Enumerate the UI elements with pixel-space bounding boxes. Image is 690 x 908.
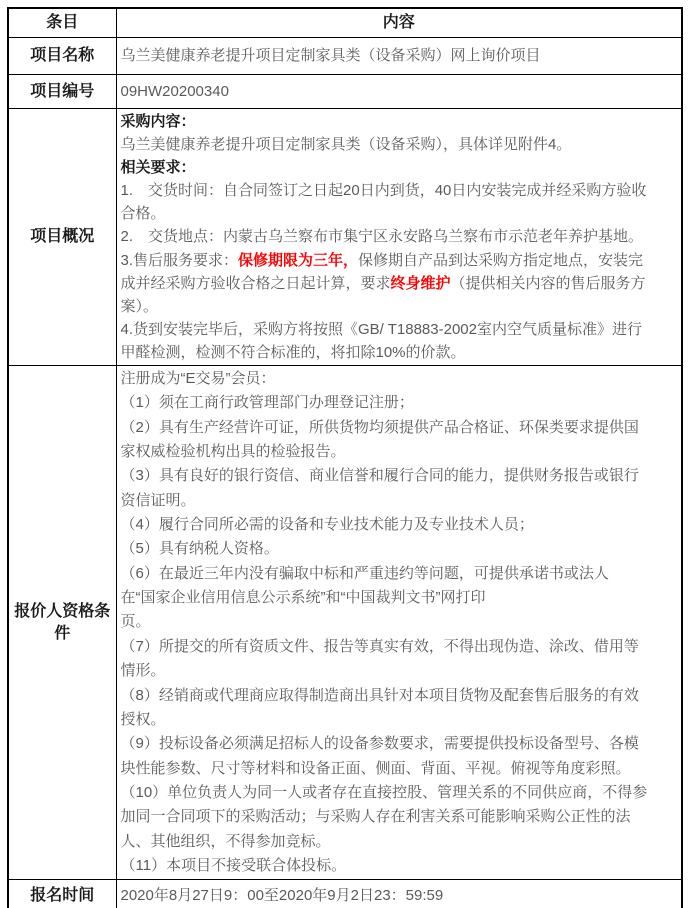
text-segment: 保修期自产品到达采购方指定地点，安装完 (358, 251, 644, 269)
text-line (121, 81, 679, 103)
text-segment: 案）。 (120, 297, 159, 315)
text-line (121, 635, 679, 659)
table-row-project-overview (8, 109, 682, 366)
text-line (121, 513, 679, 537)
text-line (121, 341, 679, 364)
text-segment: 甲醛检测，检测不符合标准的，将扣除10%的价款。 (120, 343, 466, 361)
text-line (121, 249, 679, 272)
row-label-project-number: 项目编号 (8, 75, 116, 109)
row-label-project-name: 项目名称 (8, 38, 116, 75)
procurement-info-table (7, 7, 683, 908)
text-segment: 2. 交货地点：内蒙古乌兰察布市集宁区永安路乌兰察布市示范老年养护基地。 (120, 228, 644, 246)
text-segment: 家权威检验机构出具的检验报告。 (120, 443, 346, 461)
text-line (121, 885, 679, 907)
text-segment: （11）本项目不接受联合体投标。 (120, 856, 347, 874)
text-line (121, 610, 679, 634)
text-segment: （6）在最近三年内没有骗取中标和严重违约等问题，可提供承诺书或法人 (120, 564, 609, 582)
text-segment: 人、其他组织，不得参加竞标。 (120, 832, 331, 850)
text-segment: （3）具有良好的银行资信、商业信誉和履行合同的能力，提供财务报告或银行 (120, 467, 639, 485)
text-segment: 乌兰美健康养老提升项目定制家具类（设备采购），具体详见附件4。 (120, 136, 572, 154)
text-line (121, 391, 679, 415)
row-label-project-overview: 项目概况 (8, 109, 116, 366)
text-line (121, 464, 679, 488)
text-segment: 1. 交货时间：自合同签订之日起20日内到货，40日内安装完成并经采购方验收 (120, 182, 647, 200)
text-line (121, 202, 679, 225)
text-segment: （4）履行合同所必需的设备和专业技术能力及专业技术人员； (120, 516, 534, 534)
text-segment: 3.售后服务要求： (120, 251, 239, 269)
text-line (121, 272, 679, 295)
table-row-registration-time (8, 880, 682, 908)
text-line (121, 416, 679, 440)
text-line (121, 537, 679, 561)
text-segment: 相关要求： (120, 159, 196, 177)
text-segment: （1）须在工商行政管理部门办理登记注册； (120, 394, 414, 412)
text-line (121, 659, 679, 683)
table-header-row (8, 8, 682, 38)
text-segment: 授权。 (120, 710, 166, 728)
text-line (121, 854, 679, 878)
text-segment: 4.货到安装完毕后，采购方将按照《GB/ T18883-2002室内空气质量标准》进行 (120, 320, 642, 338)
text-segment: （10）单位负责人为同一人或者存在直接控股、管理关系的不同供应商，不得参 (120, 783, 648, 801)
table-row-bidder-qualifications (8, 366, 682, 880)
text-line (121, 684, 679, 708)
text-segment: （提供相关内容的售后服务方 (450, 274, 646, 292)
text-line (121, 781, 679, 805)
text-line (121, 586, 679, 610)
text-line (121, 133, 679, 156)
row-label-bidder-qualifications: 报价人资格条件 (8, 366, 116, 880)
table-row-project-name (8, 38, 682, 75)
highlighted-text: 保修期限为三年， (238, 251, 359, 269)
row-content-project-name (116, 38, 682, 75)
text-segment: 情形。 (120, 662, 166, 680)
text-line (121, 757, 679, 781)
row-content-registration-time (116, 880, 682, 908)
text-segment: （2）具有生产经营许可证，所供货物均须提供产品合格证、环保类要求提供国 (120, 418, 639, 436)
text-line (121, 110, 679, 133)
text-line (121, 708, 679, 732)
text-segment: 2020年8月27日9：00至2020年9月2日23：59:59 (120, 887, 444, 904)
text-segment: （5）具有纳税人资格。 (120, 540, 279, 558)
text-line (121, 562, 679, 586)
row-content-bidder-qualifications (116, 366, 682, 880)
text-segment: 合格。 (120, 205, 166, 223)
text-segment: 09HW20200340 (120, 82, 229, 100)
text-line (121, 440, 679, 464)
text-segment: 块性能参数、尺寸等材料和设备正面、侧面、背面、平视。俯视等角度彩照。 (120, 759, 631, 777)
text-line (121, 367, 679, 391)
text-line (121, 805, 679, 829)
text-line (121, 830, 679, 854)
text-line (121, 156, 679, 179)
text-line (121, 489, 679, 513)
text-segment: 加同一合同项下的采购活动；与采购人存在利害关系可能影响采购公正性的法 (120, 808, 631, 826)
text-line (121, 45, 679, 67)
text-segment: 资信证明。 (120, 491, 196, 509)
row-content-project-number (116, 75, 682, 109)
text-segment: 页。 (120, 613, 151, 631)
header-cell-content: 内容 (116, 8, 682, 38)
text-segment: （7）所提交的所有资质文件、报告等真实有效，不得出现伪造、涂改、借用等 (120, 637, 639, 655)
row-label-registration-time: 报名时间 (8, 880, 116, 908)
text-segment: 采购内容： (120, 113, 196, 130)
text-segment: 注册成为“E交易”会员： (120, 370, 276, 388)
table-body (8, 38, 682, 908)
text-segment: （9）投标设备必须满足招标人的设备参数要求，需要提供投标设备型号、各模 (120, 735, 639, 753)
text-segment: 成并经采购方验收合格之日起计算，要求 (120, 274, 391, 292)
text-line (121, 295, 679, 318)
text-segment: 乌兰美健康养老提升项目定制家具类（设备采购）网上询价项目 (120, 47, 541, 64)
highlighted-text: 终身维护 (390, 274, 451, 292)
text-line (121, 179, 679, 202)
text-line (121, 732, 679, 756)
header-cell-item: 条目 (8, 8, 116, 38)
row-content-project-overview (116, 109, 682, 366)
text-line (121, 225, 679, 248)
table-row-project-number (8, 75, 682, 109)
text-segment: （8）经销商或代理商应取得制造商出具针对本项目货物及配套售后服务的有效 (120, 686, 639, 704)
text-line (121, 318, 679, 341)
text-segment: 在“国家企业信用信息公示系统”和“中国裁判文书”网打印 (120, 589, 486, 607)
